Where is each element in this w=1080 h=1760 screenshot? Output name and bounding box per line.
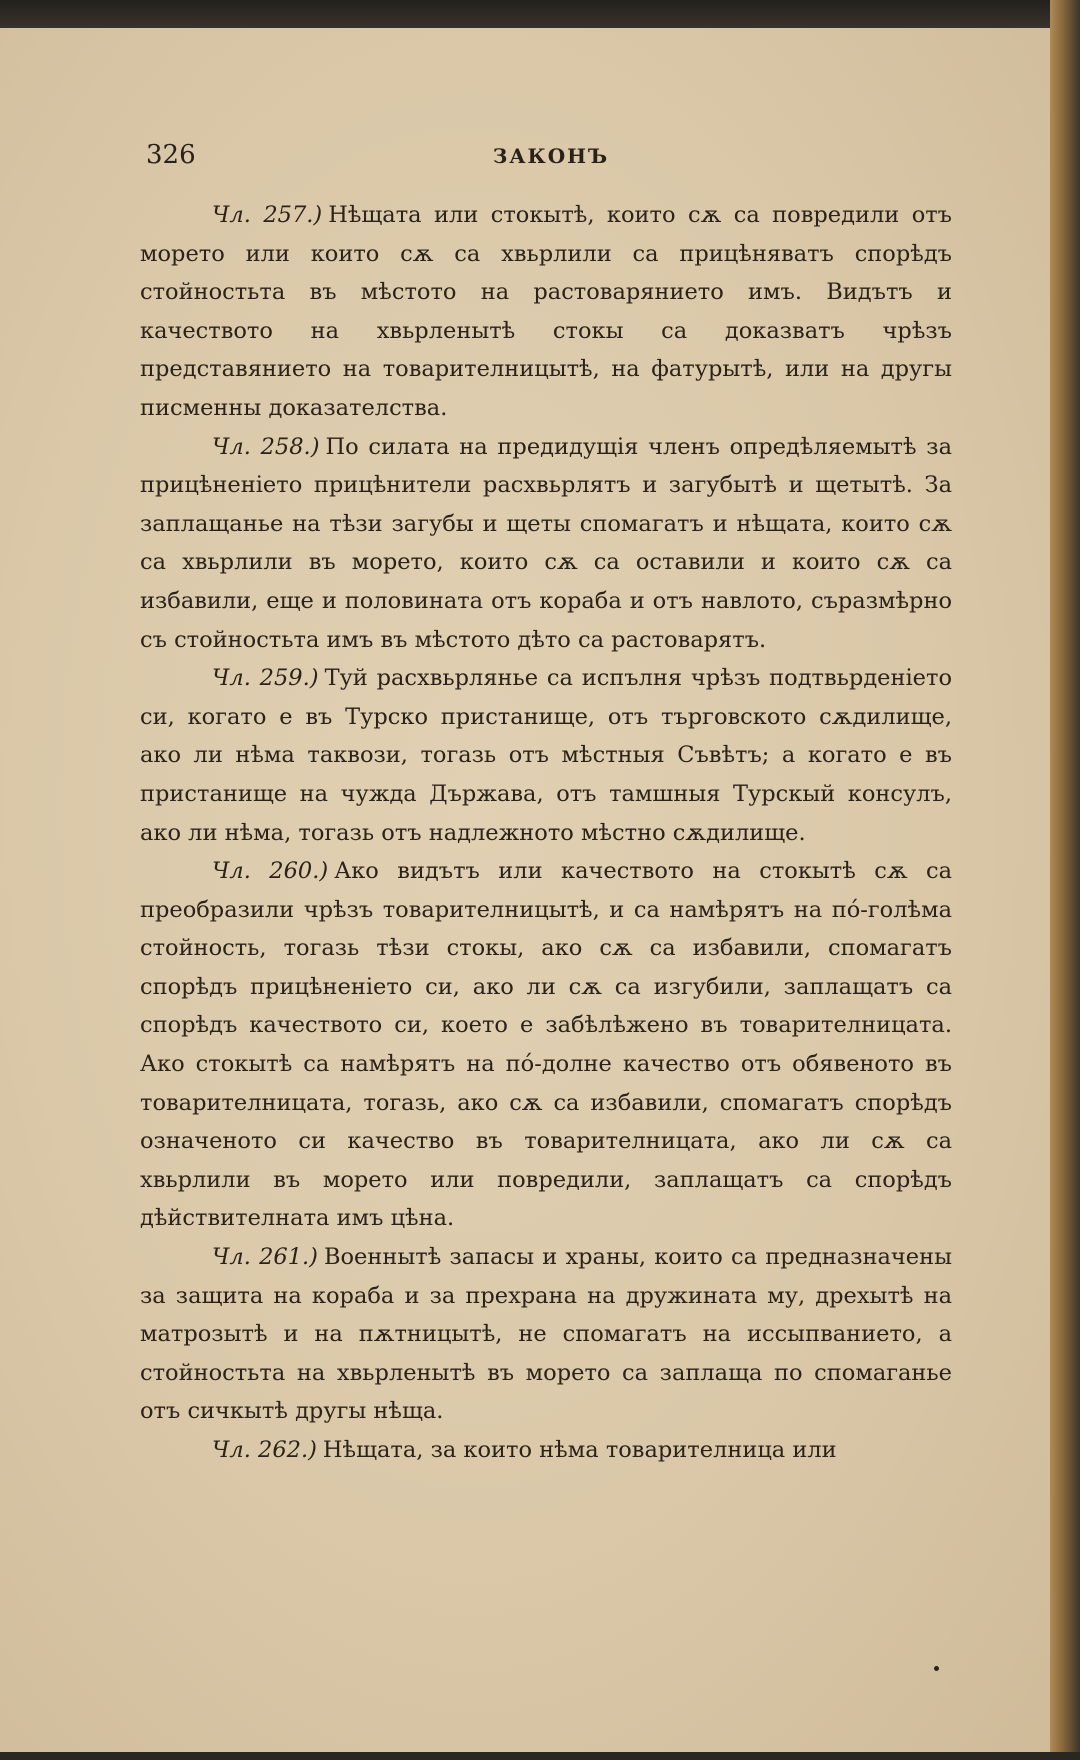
article-257 <box>140 196 952 428</box>
article-label: Чл. 260.) <box>212 858 329 885</box>
page-number: 326 <box>146 140 196 170</box>
article-text: Туй расхвьрлянье са испълня чрѣзъ подтвьрденіето си, когато е въ Турско пристанище, отъ търговското сѫдилище, ако ли нѣма таквози, тогазь отъ мѣстныя Съвѣтъ; а когато е въ пристанище на чужда Държава, отъ тамшныя Турскый консулъ, ако ли нѣма, тогазь отъ надлежното мѣстно сѫдилище. <box>140 665 952 846</box>
article-label: Чл. 259.) <box>212 665 319 692</box>
article-text: Нѣщата или стокытѣ, които сѫ са повредили отъ морето или които сѫ са хвьрлили са прицѣняватъ спорѣдъ стойностьта въ мѣстото на растоварянието имъ. Видътъ и качеството на хвьрленытѣ стокы са доказватъ чрѣзъ представянието на товарителницытѣ, на фатурытѣ, или на другы писменны доказателства. <box>140 202 952 421</box>
page-header <box>146 140 956 176</box>
article-260 <box>140 852 952 1238</box>
article-261 <box>140 1238 952 1431</box>
article-label: Чл. 257.) <box>212 202 323 228</box>
article-text: Нѣщата, за които нѣма товарителница или <box>322 1437 837 1463</box>
book-edge <box>1050 0 1080 1760</box>
article-259 <box>140 659 952 852</box>
article-label: Чл. 262.) <box>212 1437 317 1463</box>
article-label: Чл. 261.) <box>212 1244 318 1271</box>
article-text: По силата на предидущія членъ опредѣляемытѣ за прицѣненіето прицѣнители расхвьрлятъ и загубытѣ и щетытѣ. За заплащанье на тѣзи загубы и щеты спомагатъ и нѣщата, които сѫ са хвьрлили въ морето, които сѫ са оставили и които сѫ са избавили, еще и половината отъ кораба и отъ навлото, съразмѣрно съ стойностьта имъ въ мѣстото дѣто са растоварятъ. <box>140 433 952 653</box>
running-title: ЗАКОНЪ <box>492 144 610 168</box>
stray-mark <box>934 1666 939 1671</box>
article-text: Ако видътъ или качеството на стокытѣ сѫ са преобразили чрѣзъ товарителницытѣ, и са намѣрятъ на по́-голѣма стойность, тогазь тѣзи стокы, ако сѫ са избавили, спомагатъ спорѣдъ прицѣненіето си, ако ли сѫ са изгубили, заплащатъ са спорѣдъ качеството си, което е забѣлѣжено въ товарителницата. Ако стокытѣ са намѣрятъ на по́-долне качество отъ обявеното въ товарителницата, тогазь, ако сѫ са избавили, спомагатъ спорѣдъ означеното си качество въ товарителницата, ако ли сѫ са хвьрлили въ морето или повредили, заплащатъ са спорѣдъ дѣйствителната имъ цѣна. <box>140 858 952 1232</box>
article-label: Чл. 258.) <box>212 433 320 460</box>
article-262 <box>140 1431 952 1470</box>
scan-top-border <box>0 0 1080 30</box>
article-258 <box>140 428 952 660</box>
article-text: Военнытѣ запасы и храны, които са предназначены за защита на кораба и за прехрана на дружината му, дрехытѣ на матрозытѣ и на пѫтницытѣ, не спомагатъ на иссыпванието, а стойностьта на хвьрленытѣ въ морето са заплаща по спомаганье отъ сичкытѣ другы нѣща. <box>140 1244 952 1425</box>
scan-bottom-border <box>0 1752 1080 1760</box>
page-body <box>140 196 952 1470</box>
